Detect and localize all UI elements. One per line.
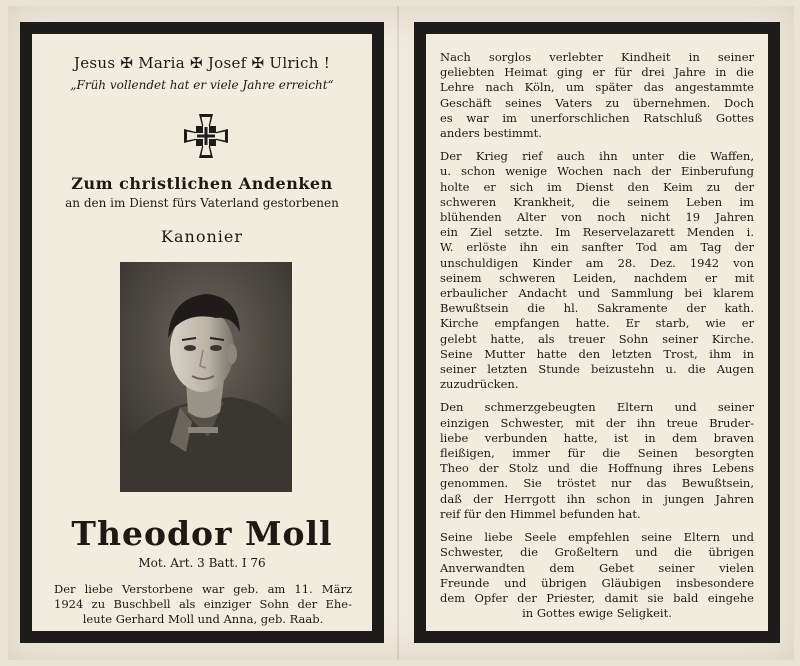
military-unit: Mot. Art. 3 Batt. I 76 (138, 556, 266, 570)
center-fold (397, 6, 399, 660)
text-line: seinem schweren Leiden, nachdem er mit (440, 270, 754, 285)
text-line: leute Gerhard Moll und Anna, geb. Raab. (82, 612, 324, 626)
invocation-name: Ulrich ! (269, 54, 331, 72)
text-line: in Gottes ewige Seligkeit. (522, 606, 672, 621)
text-line: reif für den Himmel befunden hat. (440, 506, 641, 521)
text-line: blühenden Alter von noch nicht 19 Jahren (440, 210, 754, 225)
text-line: Der liebe Verstorbene war geb. am 11. März (54, 582, 352, 596)
paragraph-prayer (440, 530, 754, 621)
paragraph-family (440, 400, 754, 522)
text-line: liebe verbunden hatte, ist in dem braven (440, 430, 754, 445)
text-line: zuzudrücken. (440, 377, 519, 392)
text-line: es war im unerforschlichen Ratschluß Gottes (440, 110, 754, 125)
text-line: genommen. Sie tröstet nur das Bewußtsein, (440, 476, 754, 491)
cross-separator-icon: ✠ (120, 54, 134, 72)
invocation-name: Josef (207, 54, 247, 72)
text-line: seiner letzten Stunde beizustehn u. die Augen (440, 362, 754, 377)
paragraph-childhood (440, 50, 754, 141)
text-line: erbaulicher Andacht und Sammlung bei klarem (440, 286, 754, 301)
text-line: gelebt hatte, als treuer Sohn seiner Kirche. (440, 331, 754, 346)
motto: „Früh vollendet hat er viele Jahre erreicht“ (70, 78, 334, 92)
text-line: Seine liebe Seele empfehlen seine Eltern und (440, 530, 754, 545)
text-line: unschuldigen Kinder am 28. Dez. 1942 von (440, 255, 754, 270)
invocation-name: Maria (138, 54, 185, 72)
text-line: schweren Krankheit, die seinem Leben im (440, 194, 754, 209)
text-line: holte er sich im Dienst den Keim zu der (440, 179, 754, 194)
deceased-name: Theodor Moll (71, 514, 333, 553)
text-line: einzigen Schwester, mit der ihn treue Bruder- (440, 415, 754, 430)
biography-intro (54, 582, 352, 627)
rank-title: Kanonier (161, 227, 243, 246)
memorial-heading: Zum christlichen Andenken (71, 174, 333, 193)
cross-separator-icon: ✠ (189, 54, 203, 72)
paragraph-war (440, 149, 754, 392)
text-line: Nach sorglos verlebter Kindheit in seiner (440, 50, 754, 64)
text-line: Freunde und übrigen Gläubigen insbesondere (440, 575, 754, 590)
text-line: Schwester, die Großeltern und die übrigen (440, 545, 754, 560)
text-line: fleißigen, immer für die Seinen besorgten (440, 446, 754, 461)
portrait-photo (120, 262, 292, 492)
iron-cross-icon (182, 112, 230, 160)
invocation-name: Jesus (73, 54, 116, 72)
text-line: dem Opfer der Priester, damit sie bald eingehe (440, 590, 754, 605)
invocation-line (32, 54, 372, 72)
text-line: Den schmerzgebeugten Eltern und seiner (440, 400, 754, 415)
text-line: Bewußtsein die hl. Sakramente der kath. (440, 301, 754, 316)
memorial-subheading: an den im Dienst fürs Vaterland gestorbenen (65, 196, 339, 210)
text-line: Lehre nach Köln, um später das angestammte (440, 80, 754, 95)
text-line: Kirche empfangen hatte. Er starb, wie er (440, 316, 754, 331)
text-line: ein Ziel setzte. Im Reservelazarett Menden i. (440, 225, 754, 240)
text-line: Geschäft seines Vaters zu übernehmen. Doch (440, 95, 754, 110)
text-line: W. erlöste ihn ein sanfter Tod am Tag der (440, 240, 754, 255)
obituary-text (440, 50, 754, 629)
back-panel (414, 22, 780, 643)
text-line: anders bestimmt. (440, 126, 542, 141)
text-line: Der Krieg rief auch ihn unter die Waffen, (440, 149, 754, 164)
text-line: geliebten Heimat ging er für drei Jahre in die (440, 65, 754, 80)
text-line: Theo der Stolz und die Hoffnung ihres Lebens (440, 461, 754, 476)
text-line: daß der Herrgott ihn schon in jungen Jahren (440, 491, 754, 506)
text-line: Anverwandten dem Gebet seiner vielen (440, 560, 754, 575)
text-line: 1924 zu Buschbell als einziger Sohn der Ehe- (54, 597, 352, 611)
text-line: u. schon wenige Wochen nach der Einberufung (440, 164, 754, 179)
cross-separator-icon: ✠ (251, 54, 265, 72)
text-line: Seine Mutter hatte den letzten Trost, ihm in (440, 346, 754, 361)
front-panel (20, 22, 384, 643)
